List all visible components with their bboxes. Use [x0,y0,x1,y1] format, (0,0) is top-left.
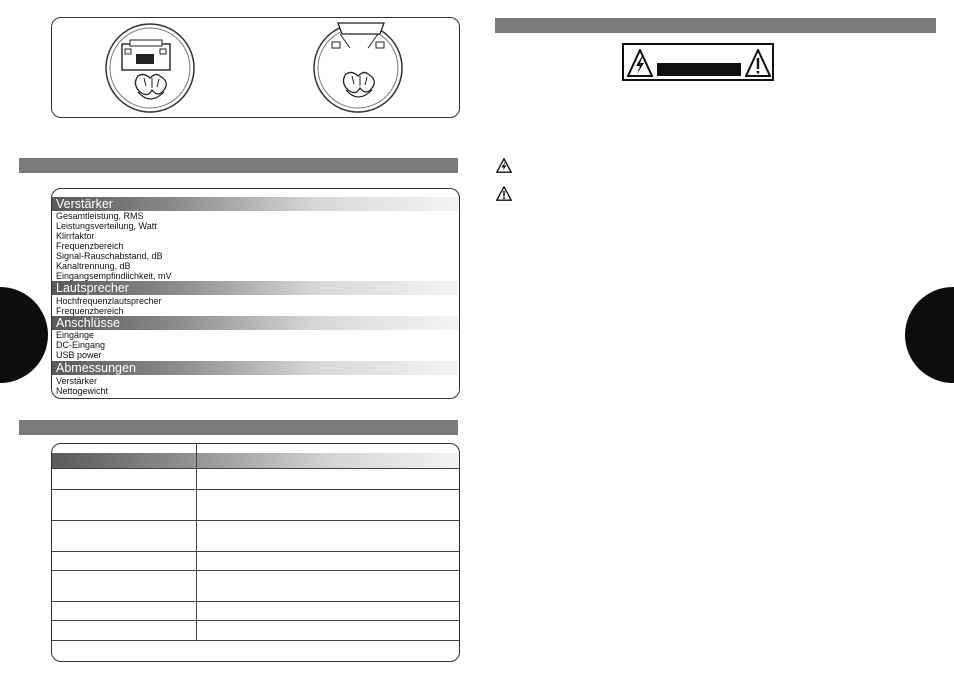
section-bar-specifications [19,158,458,173]
spec-line: DC-Eingang [56,340,106,350]
table-row-line [52,520,459,521]
table-row-line [52,601,459,602]
page-tab-left [0,287,48,383]
table-row-line [52,570,459,571]
table-row-line [52,640,459,641]
lightning-warning-icon [496,158,512,173]
section-bar-troubleshooting [19,420,458,435]
lightning-warning-icon [627,49,653,77]
spec-section-heading: Verstärker [52,197,459,211]
speaker-mount-diagram-left [104,22,196,114]
table-column-divider [196,444,197,640]
spec-section-heading: Lautsprecher [52,281,459,295]
spec-line: Verstärker [56,376,98,386]
caution-label [622,43,774,81]
table-row-line [52,489,459,490]
table-row-line [52,620,459,621]
caution-text-bar [657,63,741,76]
exclamation-warning-icon [496,186,512,201]
spec-line: Eingangsempfindlichkeit, mV [56,271,172,281]
page-tab-right [905,287,954,383]
spec-line: Frequenzbereich [56,241,124,251]
table-row-line [52,551,459,552]
exclamation-warning-icon [745,49,771,77]
spec-line: USB power [56,350,102,360]
spec-line: Eingänge [56,330,95,340]
specifications-box [51,188,460,399]
spec-line: Signal-Rauschabstand, dB [56,251,163,261]
spec-line: Frequenzbereich [56,306,124,316]
spec-line: Klirrfaktor [56,231,95,241]
spec-line: Hochfrequenzlautsprecher [56,296,162,306]
spec-section-heading: Abmessungen [52,361,459,375]
table-header-row [52,453,459,468]
spec-section-heading: Anschlüsse [52,316,459,330]
installation-illustration-box [51,17,460,118]
table-row-line [52,468,459,469]
spec-line: Kanaltrennung, dB [56,261,131,271]
spec-line: Leistungsverteilung, Watt [56,221,157,231]
spec-line: Gesamtleistung, RMS [56,211,144,221]
spec-line: Nettogewicht [56,386,109,396]
speaker-mount-diagram-right [310,20,406,114]
section-bar-safety [495,18,936,33]
troubleshooting-table [51,443,460,662]
